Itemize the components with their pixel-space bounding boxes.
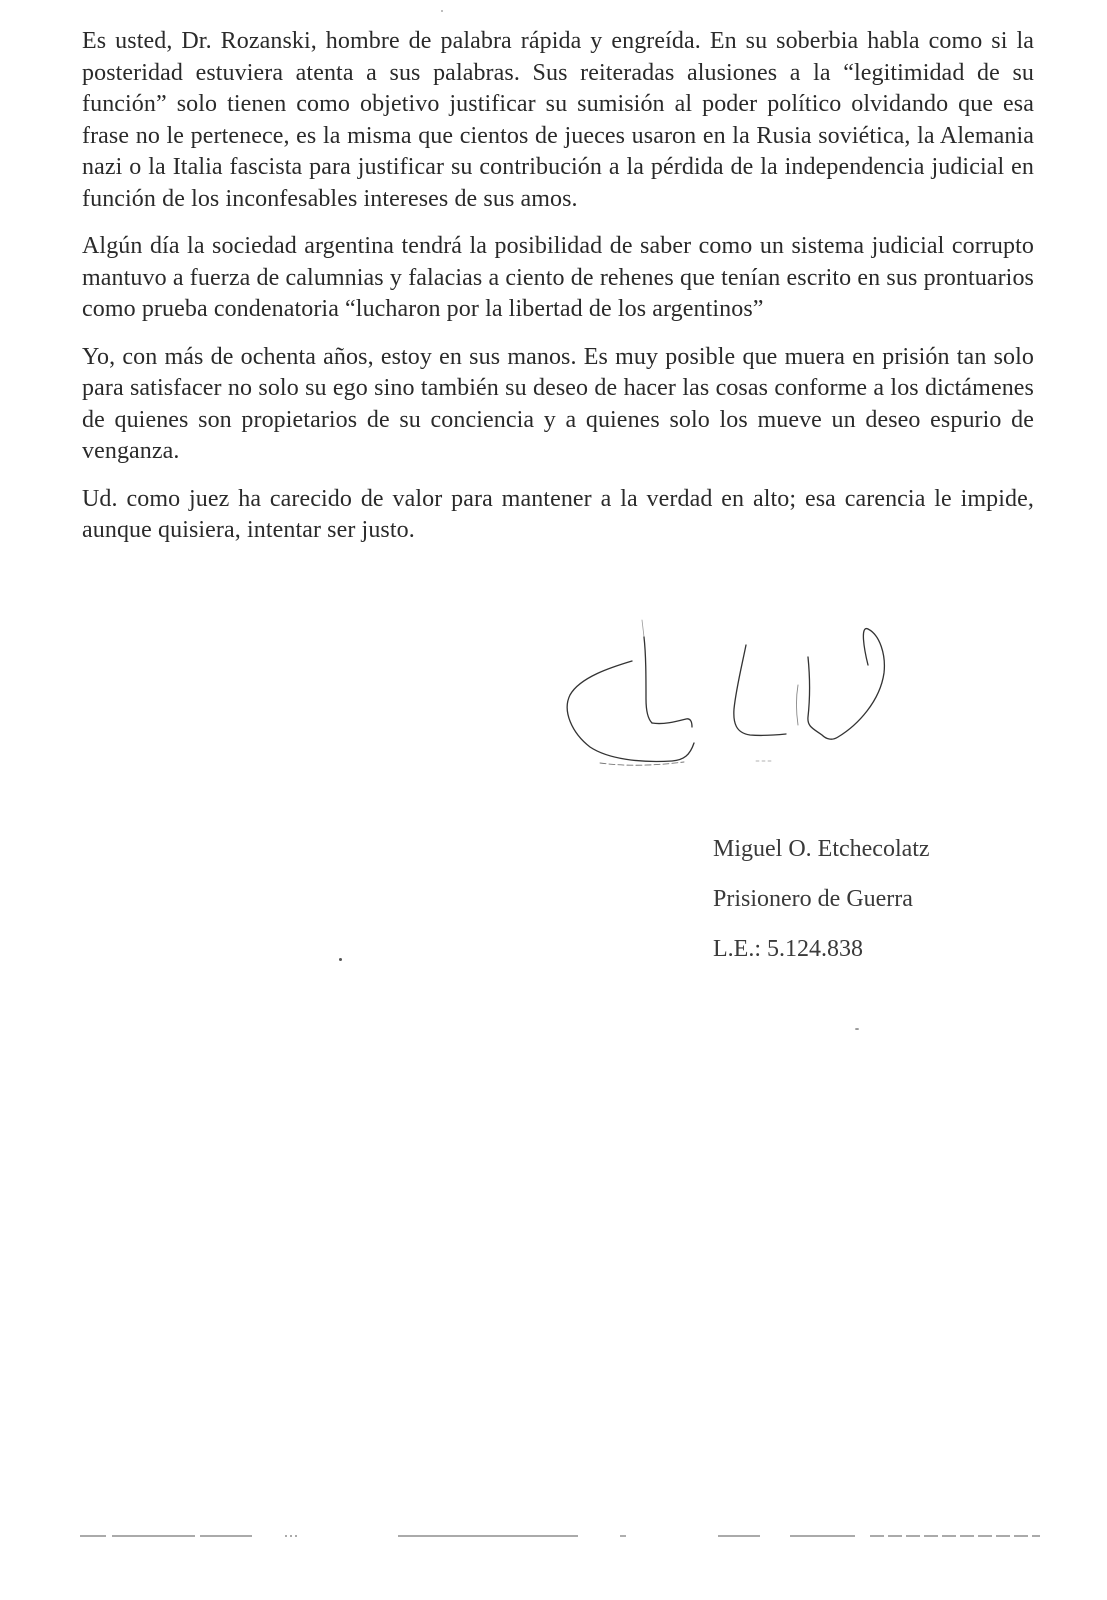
paragraph-1: Es usted, Dr. Rozanski, hombre de palabra rápida y engreída. En su soberbia habla como si la posteridad estuviera atenta a sus palabras. Sus reiteradas alusiones a la “legitimidad de su función” solo tienen como objetivo justificar su sumisión al poder político olvidando que esa frase no le pertenece, es la misma que cientos de jueces usaron en la Rusia soviética, la Alemania nazi o la Italia fascista para justificar su contribución a la pérdida de la independencia judicial en función de los inconfesables intereses de sus amos. (82, 28, 1034, 212)
signer-title: Prisionero de Guerra (713, 886, 913, 912)
signer-block (713, 836, 1053, 986)
letter-body (82, 26, 1034, 563)
paragraph-4: Ud. como juez ha carecido de valor para mantener a la verdad en alto; esa carencia le impide, aunque quisiera, intentar ser justo. (82, 485, 1034, 543)
signer-name: Miguel O. Etchecolatz (713, 836, 930, 862)
handwritten-signature (560, 615, 900, 785)
scan-speck (855, 1028, 859, 1030)
paragraph-2: Algún día la sociedad argentina tendrá la posibilidad de saber como un sistema judicial corrupto mantuvo a fuerza de calumnias y falacias a ciento de rehenes que tenían escrito en sus prontuarios como prueba condenatoria “lucharon por la libertad de los argentinos” (82, 233, 1034, 322)
scan-speck (441, 10, 443, 12)
scan-speck (339, 958, 342, 961)
signer-id-number: L.E.: 5.124.838 (713, 936, 863, 962)
scan-footer-rules (0, 1528, 1107, 1538)
paragraph-3: Yo, con más de ochenta años, estoy en sus manos. Es muy posible que muera en prisión tan solo para satisfacer no solo su ego sino también su deseo de hacer las cosas conforme a los dictámenes de quienes son propietarios de su conciencia y a quienes solo los mueve un deseo espurio de venganza. (82, 343, 1034, 464)
